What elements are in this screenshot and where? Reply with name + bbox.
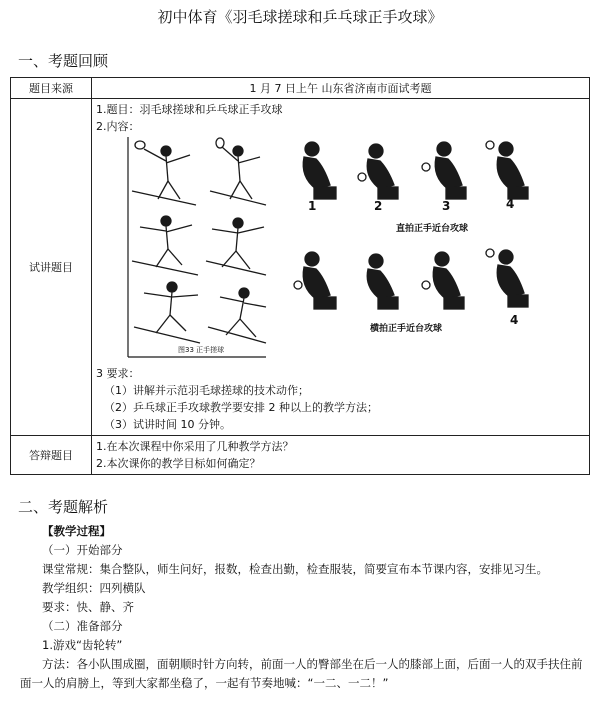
source-label: 题目来源 xyxy=(11,78,92,99)
section-heading-review: 一、考题回顾 xyxy=(18,52,109,70)
section-heading-analysis: 二、考题解析 xyxy=(18,498,109,516)
figure-number-3: 3 xyxy=(442,199,451,213)
defense-question-2: 2.本次课你的教学目标如何确定？ xyxy=(96,457,261,470)
analysis-body xyxy=(20,522,590,693)
figure-number-2: 2 xyxy=(374,199,383,213)
table-row-defense xyxy=(11,436,590,475)
requirement-2: （2）乒乓球正手攻球教学要安排 2 种以上的教学方法； xyxy=(104,401,378,414)
game-title: 1.游戏“齿轮转” xyxy=(42,638,123,652)
exam-table xyxy=(10,77,590,475)
defense-cell xyxy=(92,436,590,475)
document-title: 初中体育《羽毛球搓球和乒乓球正手攻球》 xyxy=(157,8,443,26)
part1-title: （一）开始部分 xyxy=(42,543,123,557)
topic-line-title: 1.题目：羽毛球搓球和乒乓球正手攻球 xyxy=(96,103,283,116)
routine-text: 课堂常规：集合整队，师生问好，报数，检查出勤，检查服装，简要宣布本节课内容，安排见习生。 xyxy=(42,562,548,576)
method-text: 方法：各小队围成圈，面朝顺时针方向转，前面一人的臀部坐在后一人的膝部上面，后面一人的双手扶住前面一人的肩膀上，等到大家都坐稳了，一起有节奏地喊：“一二、一二！” xyxy=(20,657,583,690)
process-title: 【教学过程】 xyxy=(42,524,111,538)
topic-line-content: 2.内容： xyxy=(96,120,140,133)
table-row-topic xyxy=(11,99,590,436)
figure-number-bottom-4: 4 xyxy=(510,313,519,327)
topic-label: 试讲题目 xyxy=(11,99,92,436)
figure-caption-straight-grip: 直拍正手近台攻球 xyxy=(396,224,469,234)
requirements-title: 3 要求： xyxy=(96,367,140,380)
topic-cell xyxy=(92,99,590,436)
technique-illustration xyxy=(126,137,546,361)
table-row-source xyxy=(11,78,590,99)
defense-label: 答辩题目 xyxy=(11,436,92,475)
part2-title: （二）准备部分 xyxy=(42,619,123,633)
figure-number-4: 4 xyxy=(506,197,515,211)
figure-caption-horizontal-grip: 横拍正手近台攻球 xyxy=(370,324,443,334)
requirement-1: （1）讲解并示范羽毛球搓球的技术动作； xyxy=(104,384,309,397)
source-value: 1 月 7 日上午 山东省济南市面试考题 xyxy=(92,78,590,99)
requirement-3: （3）试讲时间 10 分钟。 xyxy=(104,418,231,431)
technique-figure xyxy=(126,137,546,361)
badminton-figures xyxy=(132,138,266,343)
defense-question-1: 1.在本次课程中你采用了几种教学方法？ xyxy=(96,440,294,453)
figure-caption-badminton: 图33 正手搓球 xyxy=(178,346,225,354)
figure-number-1: 1 xyxy=(308,199,317,213)
requirement-text: 要求：快、静、齐 xyxy=(42,600,134,614)
organization-text: 教学组织：四列横队 xyxy=(42,581,146,595)
